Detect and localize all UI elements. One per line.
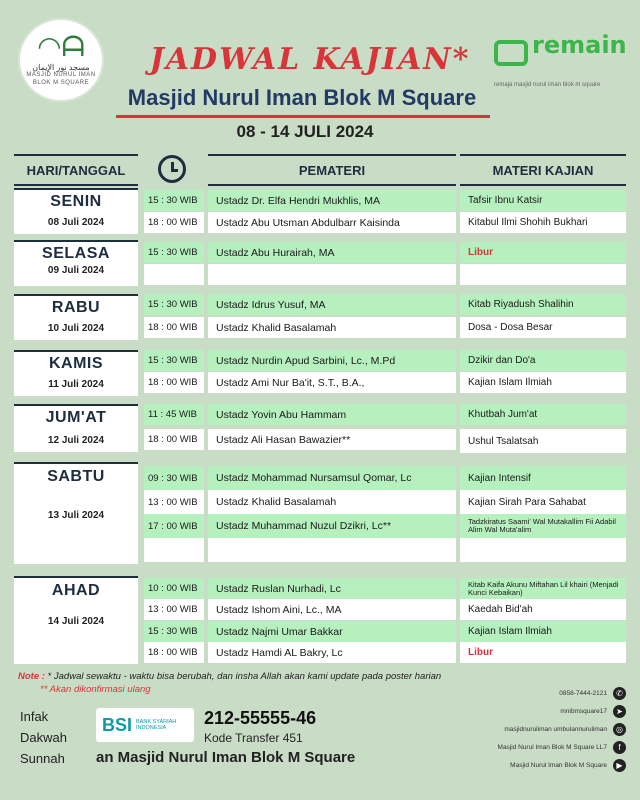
- mosque-logo-arabic: مسجد نور الإيمان: [32, 63, 90, 73]
- session-topic: Libur: [460, 242, 626, 263]
- day-name: SELASA: [42, 245, 110, 262]
- session-speaker: Ustadz Khalid Basalamah: [208, 490, 456, 514]
- session-speaker: Ustadz Nurdin Apud Sarbini, Lc., M.Pd: [208, 350, 456, 371]
- session-speaker: Ustadz Idrus Yusuf, MA: [208, 294, 456, 315]
- session-topic: Dosa - Dosa Besar: [460, 317, 626, 338]
- session-time: 18 : 00 WIB: [144, 429, 204, 450]
- day-date: 12 Juli 2024: [47, 435, 105, 446]
- session-speaker: Ustadz Ruslan Nurhadi, Lc: [208, 578, 456, 599]
- session-speaker: Ustadz Yovin Abu Hammam: [208, 404, 456, 425]
- infak-label: [20, 706, 67, 769]
- transfer-code: Kode Transfer 451: [204, 731, 303, 745]
- whatsapp-icon: ✆: [613, 687, 626, 700]
- session-topic: Kitab Riyadush Shalihin: [460, 294, 626, 315]
- mosque-logo: [18, 18, 104, 102]
- empty-cell: [460, 538, 626, 562]
- session-speaker: Ustadz Hamdi AL Bakry, Lc: [208, 642, 456, 663]
- day-date: 10 Juli 2024: [47, 323, 105, 334]
- column-header-speaker: PEMATERI: [208, 154, 456, 186]
- column-header-day: HARI/TANGGAL: [14, 154, 138, 186]
- session-topic: Tafsir Ibnu Katsir: [460, 190, 626, 211]
- session-topic: Libur: [460, 642, 626, 663]
- empty-cell: [144, 538, 204, 562]
- session-speaker: Ustadz Ishom Aini, Lc., MA: [208, 599, 456, 620]
- column-header-topic: MATERI KAJIAN: [460, 154, 626, 186]
- day-date: 11 Juli 2024: [48, 379, 104, 390]
- session-speaker: [208, 264, 456, 285]
- session-topic: Kajian Islam Ilmiah: [460, 621, 626, 642]
- session-topic: [460, 264, 626, 285]
- note-line-2: ** Akan dikonfirmasi ulang: [40, 684, 151, 695]
- clock-icon: [158, 155, 186, 183]
- session-time: 13 : 00 WIB: [144, 599, 204, 620]
- session-time: 13 : 00 WIB: [144, 490, 204, 514]
- bsi-logo-text: BSI: [102, 714, 133, 735]
- day-date: 14 Juli 2024: [47, 616, 105, 627]
- session-time: 18 : 00 WIB: [144, 372, 204, 393]
- day-cell-selasa: [14, 240, 138, 286]
- youtube-icon: ▶: [613, 759, 626, 772]
- session-time: 15 : 30 WIB: [144, 350, 204, 371]
- contact-list: [464, 684, 626, 774]
- session-time: [144, 264, 204, 285]
- day-name: RABU: [51, 299, 101, 316]
- kaaba-icon: [494, 40, 528, 66]
- session-time: 15 : 30 WIB: [144, 294, 204, 315]
- session-speaker: Ustadz Najmi Umar Bakkar: [208, 621, 456, 642]
- day-date: 09 Juli 2024: [47, 265, 105, 276]
- contact-youtube: [464, 756, 626, 774]
- session-time: 18 : 00 WIB: [144, 212, 204, 233]
- column-header-time: [146, 152, 198, 186]
- session-speaker: Ustadz Khalid Basalamah: [208, 317, 456, 338]
- contact-text: 0858-7444-2121: [559, 689, 607, 697]
- session-speaker: Ustadz Abu Utsman Abdulbarr Kaisinda: [208, 212, 456, 233]
- contact-text: Masjid Nurul Iman Blok M Square: [510, 761, 607, 769]
- day-cell-kamis: [14, 350, 138, 396]
- session-speaker: Ustadz Mohammad Nursamsul Qomar, Lc: [208, 466, 456, 490]
- contact-text: Masjid Nurul Iman Blok M Square LL7: [497, 743, 607, 751]
- session-speaker: Ustadz Ami Nur Ba'it, S.T., B.A.,: [208, 372, 456, 393]
- session-time: 17 : 00 WIB: [144, 514, 204, 538]
- sunnah-word: Sunnah: [20, 751, 65, 766]
- date-range: 08 - 14 JULI 2024: [236, 122, 374, 141]
- session-topic: Dzikir dan Do'a: [460, 350, 626, 371]
- session-topic: Tadzkiratus Saami' Wal Mutakallim Fii Adabil Alim Wal Muta'alim: [460, 514, 626, 538]
- session-topic: Ushul Tsalatsah: [460, 429, 626, 453]
- bsi-logo: [96, 708, 194, 742]
- contact-text: masjidnuruliman umbulannuruliman: [504, 725, 607, 733]
- contact-instagram: [464, 720, 626, 738]
- session-time: 15 : 30 WIB: [144, 190, 204, 211]
- note-line-1: * Jadwal sewaktu - waktu bisa berubah, dan insha Allah akan kami update pada poster harian: [44, 671, 442, 682]
- session-time: 15 : 30 WIB: [144, 242, 204, 263]
- page-title: JADWAL KAJIAN*: [149, 42, 471, 77]
- day-name: AHAD: [51, 582, 101, 599]
- day-date: 13 Juli 2024: [47, 510, 105, 521]
- day-cell-rabu: [14, 294, 138, 340]
- page-subtitle: Masjid Nurul Iman Blok M Square: [127, 85, 477, 110]
- remain-logo-subtitle: remaja masjid nurul iman blok m square: [494, 82, 601, 88]
- remain-logo-text: remain: [532, 31, 627, 59]
- day-cell-jumat: [14, 404, 138, 452]
- account-number: 212-55555-46: [204, 708, 317, 728]
- account-name: an Masjid Nurul Iman Blok M Square: [96, 749, 356, 766]
- session-speaker: Ustadz Muhammad Nuzul Dzikri, Lc**: [208, 514, 456, 538]
- session-topic: Khutbah Jum'at: [460, 404, 626, 425]
- dakwah-word: Dakwah: [20, 730, 67, 745]
- infak-word: Infak: [20, 709, 49, 724]
- title-divider: [116, 115, 490, 118]
- mosque-logo-line2: BLOK M SQUARE: [32, 79, 90, 86]
- session-time: 11 : 45 WIB: [144, 404, 204, 425]
- contact-whatsapp: [464, 684, 626, 702]
- bsi-logo-subtitle: BANK SYARIAH INDONESIA: [136, 719, 177, 731]
- day-cell-senin: [14, 188, 138, 234]
- day-name: JUM'AT: [45, 409, 107, 426]
- instagram-icon: ◎: [613, 723, 626, 736]
- session-speaker: Ustadz Ali Hasan Bawazier**: [208, 429, 456, 450]
- day-name: KAMIS: [48, 355, 104, 372]
- session-speaker: Ustadz Dr. Elfa Hendri Mukhlis, MA: [208, 190, 456, 211]
- session-topic: Kaedah Bid'ah: [460, 599, 626, 620]
- session-topic: Kajian Sirah Para Sahabat: [460, 490, 626, 514]
- session-topic: Kitab Kaifa Akunu Miftahan Lil khairi (Menjadi Kunci Kebaikan): [460, 578, 626, 599]
- session-time: 18 : 00 WIB: [144, 642, 204, 663]
- day-cell-sabtu: [14, 462, 138, 564]
- mosque-logo-line1: MASJID NURUL IMAN: [26, 72, 96, 79]
- session-time: 15 : 30 WIB: [144, 621, 204, 642]
- mosque-dome-icon: ◠ᗩ: [37, 30, 85, 64]
- day-name: SENIN: [50, 193, 102, 210]
- day-date: 08 Juli 2024: [47, 217, 105, 228]
- contact-text: mnibmsquare17: [560, 707, 607, 715]
- day-cell-ahad: [14, 576, 138, 664]
- contact-telegram: [464, 702, 626, 720]
- session-topic: Kajian Islam Ilmiah: [460, 372, 626, 393]
- note-label: Note :: [18, 671, 45, 682]
- day-name: SABTU: [47, 468, 105, 485]
- facebook-icon: f: [613, 741, 626, 754]
- contact-facebook: [464, 738, 626, 756]
- session-time: 09 : 30 WIB: [144, 466, 204, 490]
- telegram-icon: ➤: [613, 705, 626, 718]
- session-speaker: Ustadz Abu Hurairah, MA: [208, 242, 456, 263]
- session-time: 18 : 00 WIB: [144, 317, 204, 338]
- session-topic: Kajian Intensif: [460, 466, 626, 490]
- empty-cell: [208, 538, 456, 562]
- session-time: 10 : 00 WIB: [144, 578, 204, 599]
- session-topic: Kitabul Ilmi Shohih Bukhari: [460, 212, 626, 233]
